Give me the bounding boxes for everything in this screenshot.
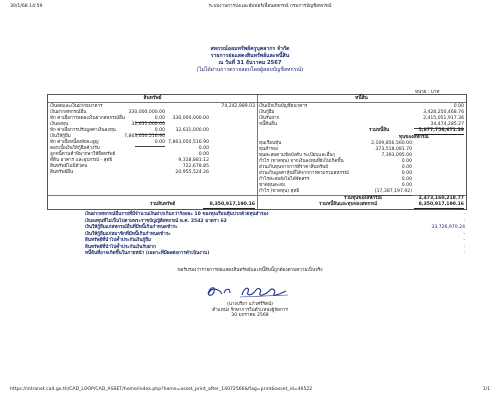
liability-row-1: เงินกู้ยืม 3,428,250,468.76 [259,110,464,115]
equity-row-5: ส่วนเกินมูลค่าหุ้นที่ได้จากการควบรวมสหกรณ์ 0.00 [259,171,412,176]
assets-header: สินทรัพย์ [143,96,162,101]
liability-row-2: เงินรับฝาก 2,415,051,917.36 [259,116,464,121]
asset-row-9: ที่ดิน อาคาร และอุปกรณ์ - สุทธิ 9,318,881.12 [50,158,209,163]
liability-row-3: หนี้สินอื่น 34,474,285.27 [259,122,464,127]
note-value-5: - [463,244,465,250]
equity-row-6: กำไรสะสมยังไม่ได้จัดสรร 0.00 [259,177,412,182]
report-name: รายการย่อแสดงสินทรัพย์และหนี้สิน [210,53,290,59]
asset-row-6: หัก ค่าเผื่อหนี้สงสัยจะสูญ 0.00 7,863,050,516.90 [50,140,209,145]
note-row-0: เงินฝากสหกรณ์อื่นรายที่มีจำนวนเงินฝากเกินกว่าร้อยละ 10 ของทุนเรือนหุ้นบวกด้วยทุนสำรอง [85,212,269,217]
equity-row-2: ทุนสะสมตามข้อบังคับ ระเบียบและอื่นๆ 7,393,095.00 [259,153,412,158]
equity-row-7: ขาดทุนสะสม 0.00 [259,183,412,188]
system-title: ระบบงานการบ่งและสัมฟอร์เพื่อนสหกรณ์ กรมการบัญชีสหกรณ์ [208,4,332,9]
asset-row-10: สินทรัพย์ไม่มีตัวตน 722,678.85 [50,164,209,169]
note-value-0: - [463,212,465,217]
note-value-4: - [463,238,465,243]
asset-row-4: หัก ค่าเผื่อการปรับมูลค่าเงินลงทุน 0.00 32,631,000.00 [50,128,209,133]
liability-row-0: เงินเบิกเกินบัญชีธนาคาร 0.00 [259,104,464,109]
equity-row-3: กำไร (ขาดทุน) จากเงินลงทุนที่ยังไม่เกิดขึ้น 0.00 [259,159,412,164]
certification-text: ขอรับรองว่ารายการย่อแสดงสินทรัพย์และหนี้สินนี้ถูกต้องตามความเป็นจริง [177,268,323,273]
report-date: ณ วันที่ 31 ธันวาคม 2567 [218,60,282,66]
note-row-6: หนี้สินที่อาจเกิดขึ้นในภายหน้า (เฉพาะที่มีผลต่อการดำเนินงาน) [85,251,210,256]
note-value-2: 33,726,970.24 [431,225,465,230]
liability-total-row: รวมหนี้สิน 5,877,756,671.39 [369,128,464,133]
note-row-2: เงินให้กู้ยืมแก่สหกรณ์อื่นที่มีหนี้เกินกำหนดชำระ [85,225,178,230]
footer-url: https://intranet.cad.go.th/CAD_LOOP/CAD_ASSET/home/index.php?home=asset_print_after_14072566&flag=print&asset_id=46522 [10,387,313,392]
equity-row-8: กำไร (ขาดทุน) สุทธิ (17,387,197.92) [259,189,412,194]
page-number: 1/1 [482,387,490,392]
signature-image [200,282,300,300]
org-name: สหกรณ์ออมทรัพย์ครูบุคลากร จำกัด [210,46,290,52]
note-row-4: สินทรัพย์ที่นำไปค้ำประกันเงินกู้ยืม [85,238,152,243]
note-value-3: - [463,231,465,237]
note-value-6: - [463,251,465,256]
print-datetime: 30/1/68 14:59 [10,4,43,9]
signer-block [150,302,350,319]
note-value-1: - [463,218,465,224]
liab-equity-total-row: รวมหนี้สินและทุนของสหกรณ์ 8,350,917,190.16 [319,202,464,207]
signer-name: (นางปรียา แก้วศรีรัตน์) [227,302,273,307]
balance-sheet-table [47,94,467,210]
signer-position: ตำแหน่ง รักษาการในตำแหน่งผู้จัดการ [212,307,288,313]
note-row-5: สินทรัพย์ที่นำไปค้ำประกันเงินรับฝาก [85,244,156,250]
asset-row-8: ลูกหนี้ตามคำพิพากษาให้ยึดทรัพย์ 0.00 [50,152,209,157]
report-title-block [100,46,400,74]
note-row-3: เงินให้กู้ยืมแก่สมาชิกที่มีหนี้เกินกำหนดชำระ [85,231,171,237]
equity-total-row: รวมทุนของสหกรณ์ 2,473,160,218.77 [344,196,464,201]
asset-row-1: เงินฝากสหกรณ์อื่น 330,000,000.00 [50,110,165,115]
equity-row-1: ทุนสำรอง 373,518,081.70 [259,147,412,152]
unit-label: หน่วย : บาท [415,90,440,95]
equity-header: ทุนของสหกรณ์ [399,135,429,140]
assets-total-row: รวมสินทรัพย์ 8,350,917,190.16 [150,202,255,207]
center-divider [257,95,258,209]
equity-row-0: ทุนเรือนหุ้น 2,109,856,560.00 [259,141,412,146]
liabilities-header: หนี้สิน [355,96,368,101]
note-row-1: เงินลงทุนที่ไม่เป็นไปตามพระราชบัญญัติสหกรณ์ พ.ศ. 2542 มาตรา 62 [85,218,227,224]
asset-row-11: สินทรัพย์อื่น 20,955,524.26 [50,170,209,175]
equity-row-4: ส่วนเกินทุนจากการตีราคาสินทรัพย์ 0.00 [259,165,412,170]
asset-row-7: ดอกเบี้ยเงินให้กู้ยืมค้างรับ 0.00 [50,146,209,151]
asset-row-3: เงินลงทุน 32,631,000.00 [50,122,165,127]
audit-note: (ไม่ได้ผ่านการตรวจสอบโดยผู้สอบบัญชีสหกรณ์) [196,67,304,73]
asset-row-2: หัก ค่าเผื่อการลดลงเงินฝากสหกรณ์อื่น 0.00 330,000,000.00 [50,116,209,121]
asset-row-0: เงินสดและเงินฝากธนาคาร 74,242,989.03 [50,104,255,109]
signer-date: 30 มกราคม 2568 [231,313,269,319]
asset-row-5: เงินให้กู้ยืม 7,863,050,516.90 [50,134,165,139]
